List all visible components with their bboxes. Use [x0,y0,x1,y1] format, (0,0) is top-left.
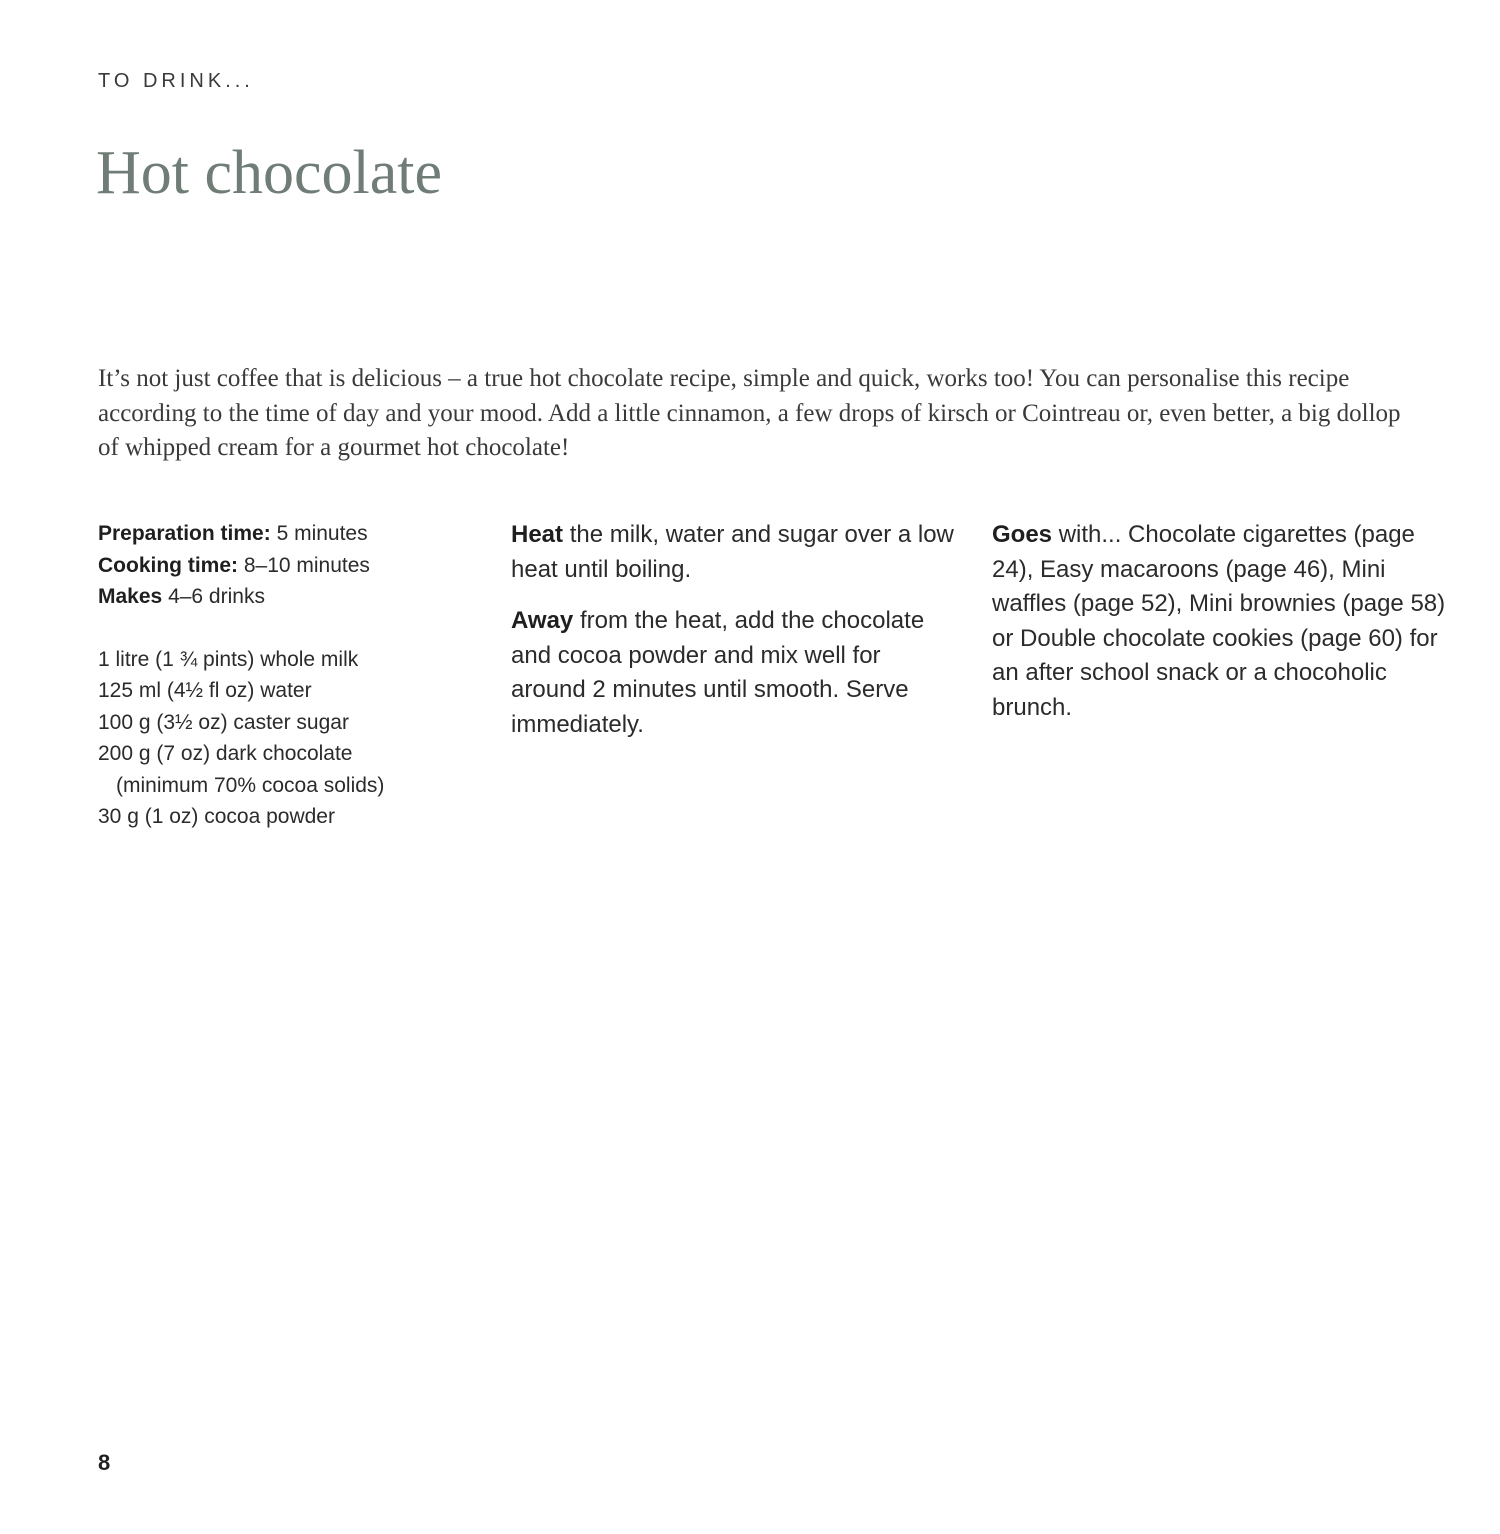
preparation-time-label: Preparation time: [98,522,271,545]
method-step-lead: Heat [511,521,564,548]
cooking-time-label: Cooking time: [98,553,238,577]
cooking-time [98,550,438,582]
page-number: 8 [98,1450,111,1475]
section-label: TO DRINK... [98,70,254,92]
method-step-text: the milk, water and sugar over a low heat until boiling. [511,521,954,583]
ingredient-item: 125 ml (4½ fl oz) water [98,679,312,702]
goes-with-lead: Goes [992,521,1053,548]
method-step-lead: Away [511,607,574,634]
ingredients-list [98,644,438,833]
ingredient-item: 100 g (3½ oz) caster sugar [98,710,349,734]
makes-label: Makes [98,585,163,608]
makes [98,581,438,613]
recipe-details-column [98,518,438,833]
goes-with [992,518,1452,725]
method-step [511,604,961,742]
preparation-time [98,518,438,550]
goes-with-text: with... Chocolate cigarettes (page 24), Easy macaroons (page 46), Mini waffles (page 52), Mini brownies (page 58) or Double chocolate cookies (page 60) for an after school snack or a chocoholic brunch. [992,521,1446,721]
recipe-title: Hot chocolate [96,139,443,207]
method-step-text: from the heat, add the chocolate and cocoa powder and mix well for around 2 minutes until smooth. Serve immediately. [511,607,925,738]
makes-value: 4–6 drinks [168,585,265,608]
cooking-time-value: 8–10 minutes [243,553,370,577]
method-step [511,518,961,587]
ingredient-item: 200 g (7 oz) dark chocolate (minimum 70% cocoa solids) [98,742,385,797]
ingredient-item: 1 litre (1 ¾ pints) whole milk [98,647,359,671]
preparation-time-value: 5 minutes [276,522,368,545]
goes-with-column [992,518,1452,742]
method-column [511,518,961,759]
recipe-intro: It’s not just coffee that is delicious – a true hot chocolate recipe, simple and quick, works too! You can personalise this recipe according to the time of day and your mood. Add a little cinnamon, a few drops of kirsch or Cointreau or, even better, a big dollop of whipped cream for a gourmet hot chocolate! [98,365,1401,461]
ingredient-item: 30 g (1 oz) cocoa powder [98,805,335,828]
